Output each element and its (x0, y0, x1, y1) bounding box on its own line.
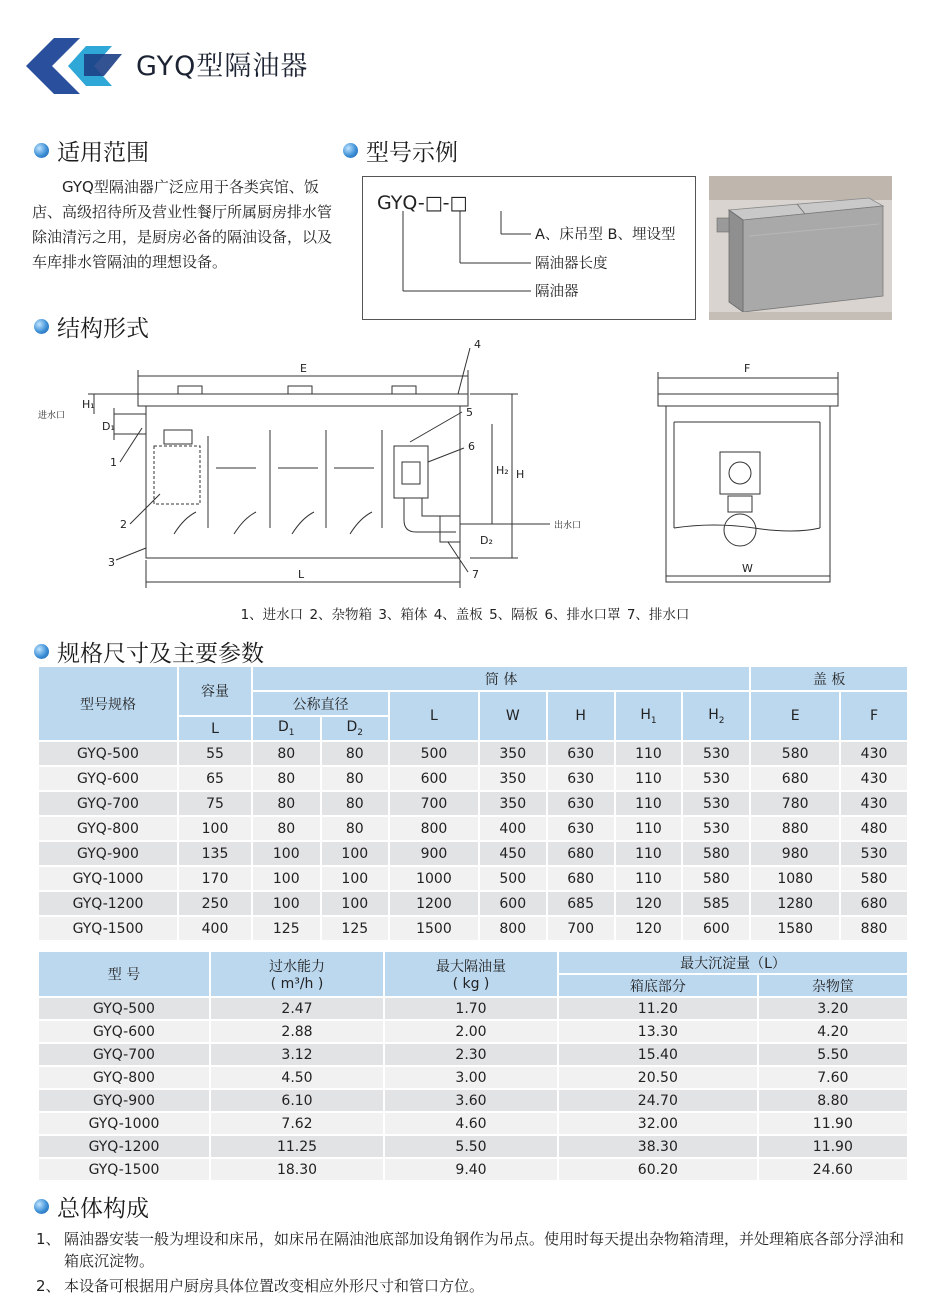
th-h: H (548, 692, 614, 740)
th-d2-letter: D (346, 719, 358, 736)
th2-oil (385, 952, 557, 996)
th-e: E (751, 692, 839, 740)
section-model-label: 型号示例 (366, 140, 458, 166)
table-cell: 400 (480, 817, 546, 840)
table-cell: 24.60 (759, 1159, 907, 1180)
spec-row (39, 817, 907, 840)
table-cell: 3.00 (385, 1067, 557, 1088)
table-cell: 135 (179, 842, 251, 865)
table-cell: 80 (322, 792, 389, 815)
table-cell: 2.00 (385, 1021, 557, 1042)
product-photo (709, 176, 892, 320)
spec-row (39, 917, 907, 940)
table-cell: 430 (841, 792, 907, 815)
table-cell: 2.88 (211, 1021, 383, 1042)
table-cell: 5.50 (385, 1136, 557, 1157)
th2-sediment: 最大沉淀量（L） (559, 952, 907, 973)
table-cell: 480 (841, 817, 907, 840)
table-cell: 9.40 (385, 1159, 557, 1180)
table-cell: GYQ-900 (39, 1090, 209, 1111)
table-cell: 125 (253, 917, 320, 940)
section-scope-label: 适用范围 (57, 140, 149, 166)
table-cell: 630 (548, 742, 614, 765)
table-cell: 600 (390, 767, 478, 790)
table-cell: 110 (616, 842, 682, 865)
table-cell: 110 (616, 817, 682, 840)
model-line-type: A、床吊型 B、埋设型 (535, 227, 676, 243)
table-cell: 11.25 (211, 1136, 383, 1157)
table-cell: GYQ-700 (39, 1044, 209, 1065)
performance-table (37, 950, 909, 1182)
th2-model: 型 号 (39, 952, 209, 996)
table-cell: GYQ-1500 (39, 1159, 209, 1180)
scope-description: GYQ型隔油器广泛应用于各类宾馆、饭店、高级招待所及营业性餐厅所属厨房排水管除油清污之用，是厨房必备的隔油设备，以及车库排水管隔油的理想设备。 (32, 178, 333, 271)
structure-drawing (30, 338, 900, 600)
table-cell: 110 (616, 767, 682, 790)
table-cell: 1200 (390, 892, 478, 915)
table-cell: 11.20 (559, 998, 757, 1019)
table-cell: 450 (480, 842, 546, 865)
note-number: 1、 (36, 1230, 61, 1248)
bullet-icon (34, 1199, 49, 1214)
table-cell: 2.47 (211, 998, 383, 1019)
table-cell: 80 (253, 767, 320, 790)
table-cell: 6.10 (211, 1090, 383, 1111)
model-line-length: 隔油器长度 (535, 256, 608, 272)
bullet-icon (34, 319, 49, 334)
callout-1: 1 (110, 456, 117, 469)
section-title-overall (34, 1190, 149, 1223)
table-cell: 1580 (751, 917, 839, 940)
table-cell: 800 (390, 817, 478, 840)
table-cell: 3.60 (385, 1090, 557, 1111)
table-cell: 500 (390, 742, 478, 765)
dim-label-f: F (744, 362, 751, 375)
table-cell: 110 (616, 742, 682, 765)
table-cell: 125 (322, 917, 389, 940)
spec-row (39, 867, 907, 890)
th-d1-letter: D (278, 719, 289, 736)
th-d2-sub: 2 (357, 727, 364, 738)
table-cell: 65 (179, 767, 251, 790)
table-cell: GYQ-800 (39, 1067, 209, 1088)
table-cell: 20.50 (559, 1067, 757, 1088)
table-cell: 630 (548, 767, 614, 790)
table-cell: 4.50 (211, 1067, 383, 1088)
table-cell: GYQ-1500 (39, 917, 177, 940)
th-l: L (390, 692, 478, 740)
callout-5: 5 (466, 406, 473, 419)
table-cell: 580 (683, 867, 749, 890)
table-cell: GYQ-900 (39, 842, 177, 865)
th2-flow (211, 952, 383, 996)
dim-label-h2: H₂ (496, 464, 509, 477)
model-code-text: GYQ-□-□ (377, 192, 468, 214)
table-cell: 630 (548, 792, 614, 815)
table-cell: 110 (616, 867, 682, 890)
table-cell: 3.20 (759, 998, 907, 1019)
table-cell: 80 (253, 742, 320, 765)
note-item (36, 1275, 916, 1297)
table-cell: 100 (322, 842, 389, 865)
callout-3: 3 (108, 556, 115, 569)
table-cell: 1280 (751, 892, 839, 915)
table-cell: 680 (751, 767, 839, 790)
table-cell: 3.12 (211, 1044, 383, 1065)
table-cell: GYQ-600 (39, 767, 177, 790)
table-cell: 530 (683, 792, 749, 815)
table-cell: 530 (683, 742, 749, 765)
performance-row (39, 1021, 907, 1042)
section-overall-label: 总体构成 (57, 1196, 149, 1222)
dim-label-h1: H₁ (82, 398, 95, 411)
performance-row (39, 1067, 907, 1088)
dim-label-d1: D₁ (102, 420, 115, 433)
table-cell: 2.30 (385, 1044, 557, 1065)
table-cell: 430 (841, 767, 907, 790)
table-cell: 1.70 (385, 998, 557, 1019)
bullet-icon (34, 644, 49, 659)
table-cell: 600 (683, 917, 749, 940)
table-cell: 38.30 (559, 1136, 757, 1157)
table-cell: 700 (390, 792, 478, 815)
table-cell: 1080 (751, 867, 839, 890)
th-h2-letter: H (708, 706, 719, 723)
inlet-label: 进水口 (38, 411, 66, 421)
table-cell: 5.50 (759, 1044, 907, 1065)
table-cell: 250 (179, 892, 251, 915)
table-cell: 585 (683, 892, 749, 915)
table-cell: 11.90 (759, 1136, 907, 1157)
th2-flow-label: 过水能力 (269, 959, 325, 975)
table-cell: 350 (480, 792, 546, 815)
table-cell: 75 (179, 792, 251, 815)
table-cell: 24.70 (559, 1090, 757, 1111)
table-cell: 15.40 (559, 1044, 757, 1065)
table-cell: 685 (548, 892, 614, 915)
bullet-icon (343, 143, 358, 158)
table-cell: GYQ-800 (39, 817, 177, 840)
table-cell: 780 (751, 792, 839, 815)
company-logo (24, 32, 124, 98)
table-cell: 500 (480, 867, 546, 890)
table-cell: GYQ-1200 (39, 1136, 209, 1157)
th-h2-sub: 2 (718, 715, 725, 726)
table-cell: 980 (751, 842, 839, 865)
spec-row (39, 742, 907, 765)
th-d2 (322, 717, 389, 740)
table-cell: 350 (480, 767, 546, 790)
model-code-diagram (362, 176, 696, 320)
th-d1-sub: 1 (288, 727, 295, 738)
table-cell: 110 (616, 792, 682, 815)
table-cell: 170 (179, 867, 251, 890)
table-cell: 680 (548, 842, 614, 865)
table-cell: 100 (322, 892, 389, 915)
table-cell: 120 (616, 917, 682, 940)
th-body: 筒 体 (253, 667, 749, 690)
table-cell: 600 (480, 892, 546, 915)
table-cell: 530 (683, 767, 749, 790)
th-capacity-unit: L (179, 717, 251, 740)
spec-table (37, 665, 909, 942)
table-cell: 18.30 (211, 1159, 383, 1180)
table-cell: 80 (322, 767, 389, 790)
spec-row (39, 792, 907, 815)
spec-row (39, 767, 907, 790)
table-cell: 580 (683, 842, 749, 865)
dim-label-d2: D₂ (480, 534, 493, 547)
table-cell: 430 (841, 742, 907, 765)
model-line-name: 隔油器 (535, 284, 579, 300)
callout-2: 2 (120, 518, 127, 531)
table-cell: 400 (179, 917, 251, 940)
dim-label-l: L (298, 568, 305, 581)
table-cell: 880 (751, 817, 839, 840)
notes-list (36, 1228, 916, 1300)
section-title-specs (34, 635, 264, 668)
table-cell: 350 (480, 742, 546, 765)
spec-row (39, 842, 907, 865)
th2-flow-unit: ( m³/h ) (270, 976, 324, 992)
table-cell: GYQ-1200 (39, 892, 177, 915)
page-title: GYQ型隔油器 (136, 51, 309, 82)
th-capacity: 容量 (179, 667, 251, 715)
table-cell: 530 (683, 817, 749, 840)
table-cell: 1000 (390, 867, 478, 890)
th-h1-letter: H (640, 706, 651, 723)
table-cell: 900 (390, 842, 478, 865)
outlet-label: 出水口 (554, 521, 582, 531)
table-cell: 7.60 (759, 1067, 907, 1088)
table-cell: 100 (179, 817, 251, 840)
note-text: 隔油器安装一般为埋设和床吊，如床吊在隔油池底部加设角钢作为吊点。使用时每天提出杂物箱清理，并处理箱底各部分浮油和箱底沉淀物。 (64, 1230, 905, 1270)
th-h1 (616, 692, 682, 740)
th-nominal: 公称直径 (253, 692, 388, 715)
table-cell: 680 (548, 867, 614, 890)
section-title-scope (34, 134, 149, 167)
section-structure-label: 结构形式 (57, 316, 149, 342)
th-w: W (480, 692, 546, 740)
table-cell: 680 (841, 892, 907, 915)
th2-oil-label: 最大隔油量 (436, 959, 506, 975)
table-cell: 120 (616, 892, 682, 915)
th2-oil-unit: ( kg ) (452, 976, 490, 992)
performance-row (39, 1044, 907, 1065)
table-cell: GYQ-500 (39, 742, 177, 765)
table-cell: GYQ-500 (39, 998, 209, 1019)
performance-row (39, 1159, 907, 1180)
drawing-caption: 1、进水口 2、杂物箱 3、箱体 4、盖板 5、隔板 6、排水口罩 7、排水口 (240, 607, 690, 623)
bullet-icon (34, 143, 49, 158)
th-f: F (841, 692, 907, 740)
table-cell: 580 (751, 742, 839, 765)
table-cell: 11.90 (759, 1113, 907, 1134)
th-h1-sub: 1 (650, 715, 657, 726)
table-cell: 630 (548, 817, 614, 840)
performance-row (39, 1113, 907, 1134)
th-cover: 盖 板 (751, 667, 907, 690)
table-cell: GYQ-700 (39, 792, 177, 815)
table-cell: 4.20 (759, 1021, 907, 1042)
table-cell: 80 (322, 742, 389, 765)
dim-label-h: H (516, 468, 525, 481)
table-cell: 13.30 (559, 1021, 757, 1042)
callout-4: 4 (474, 338, 481, 351)
table-cell: 880 (841, 917, 907, 940)
table-cell: 55 (179, 742, 251, 765)
section-title-model (343, 134, 458, 167)
table-cell: 100 (322, 867, 389, 890)
table-cell: 1500 (390, 917, 478, 940)
dim-label-w: W (742, 562, 753, 575)
table-cell: 100 (253, 867, 320, 890)
th-model: 型号规格 (39, 667, 177, 740)
table-cell: 32.00 (559, 1113, 757, 1134)
th2-bottom: 箱底部分 (559, 975, 757, 996)
table-cell: 7.62 (211, 1113, 383, 1134)
note-text: 本设备可根据用户厨房具体位置改变相应外形尺寸和管口方位。 (64, 1277, 485, 1295)
note-number: 2、 (36, 1277, 61, 1295)
table-cell: 530 (841, 842, 907, 865)
note-item (36, 1228, 916, 1272)
table-cell: 80 (253, 792, 320, 815)
table-cell: 80 (322, 817, 389, 840)
th-d1 (253, 717, 320, 740)
table-cell: 800 (480, 917, 546, 940)
table-cell: 8.80 (759, 1090, 907, 1111)
table-cell: 100 (253, 892, 320, 915)
table-cell: 80 (253, 817, 320, 840)
table-cell: 580 (841, 867, 907, 890)
spec-row (39, 892, 907, 915)
callout-6: 6 (468, 440, 475, 453)
performance-row (39, 998, 907, 1019)
table-cell: 100 (253, 842, 320, 865)
dim-label-e: E (300, 362, 307, 375)
table-cell: GYQ-1000 (39, 867, 177, 890)
th2-basket: 杂物筐 (759, 975, 907, 996)
table-cell: GYQ-600 (39, 1021, 209, 1042)
th-h2 (683, 692, 749, 740)
table-cell: 700 (548, 917, 614, 940)
section-specs-label: 规格尺寸及主要参数 (57, 641, 264, 667)
table-cell: 60.20 (559, 1159, 757, 1180)
callout-7: 7 (472, 568, 479, 581)
performance-row (39, 1090, 907, 1111)
table-cell: GYQ-1000 (39, 1113, 209, 1134)
table-cell: 4.60 (385, 1113, 557, 1134)
performance-row (39, 1136, 907, 1157)
